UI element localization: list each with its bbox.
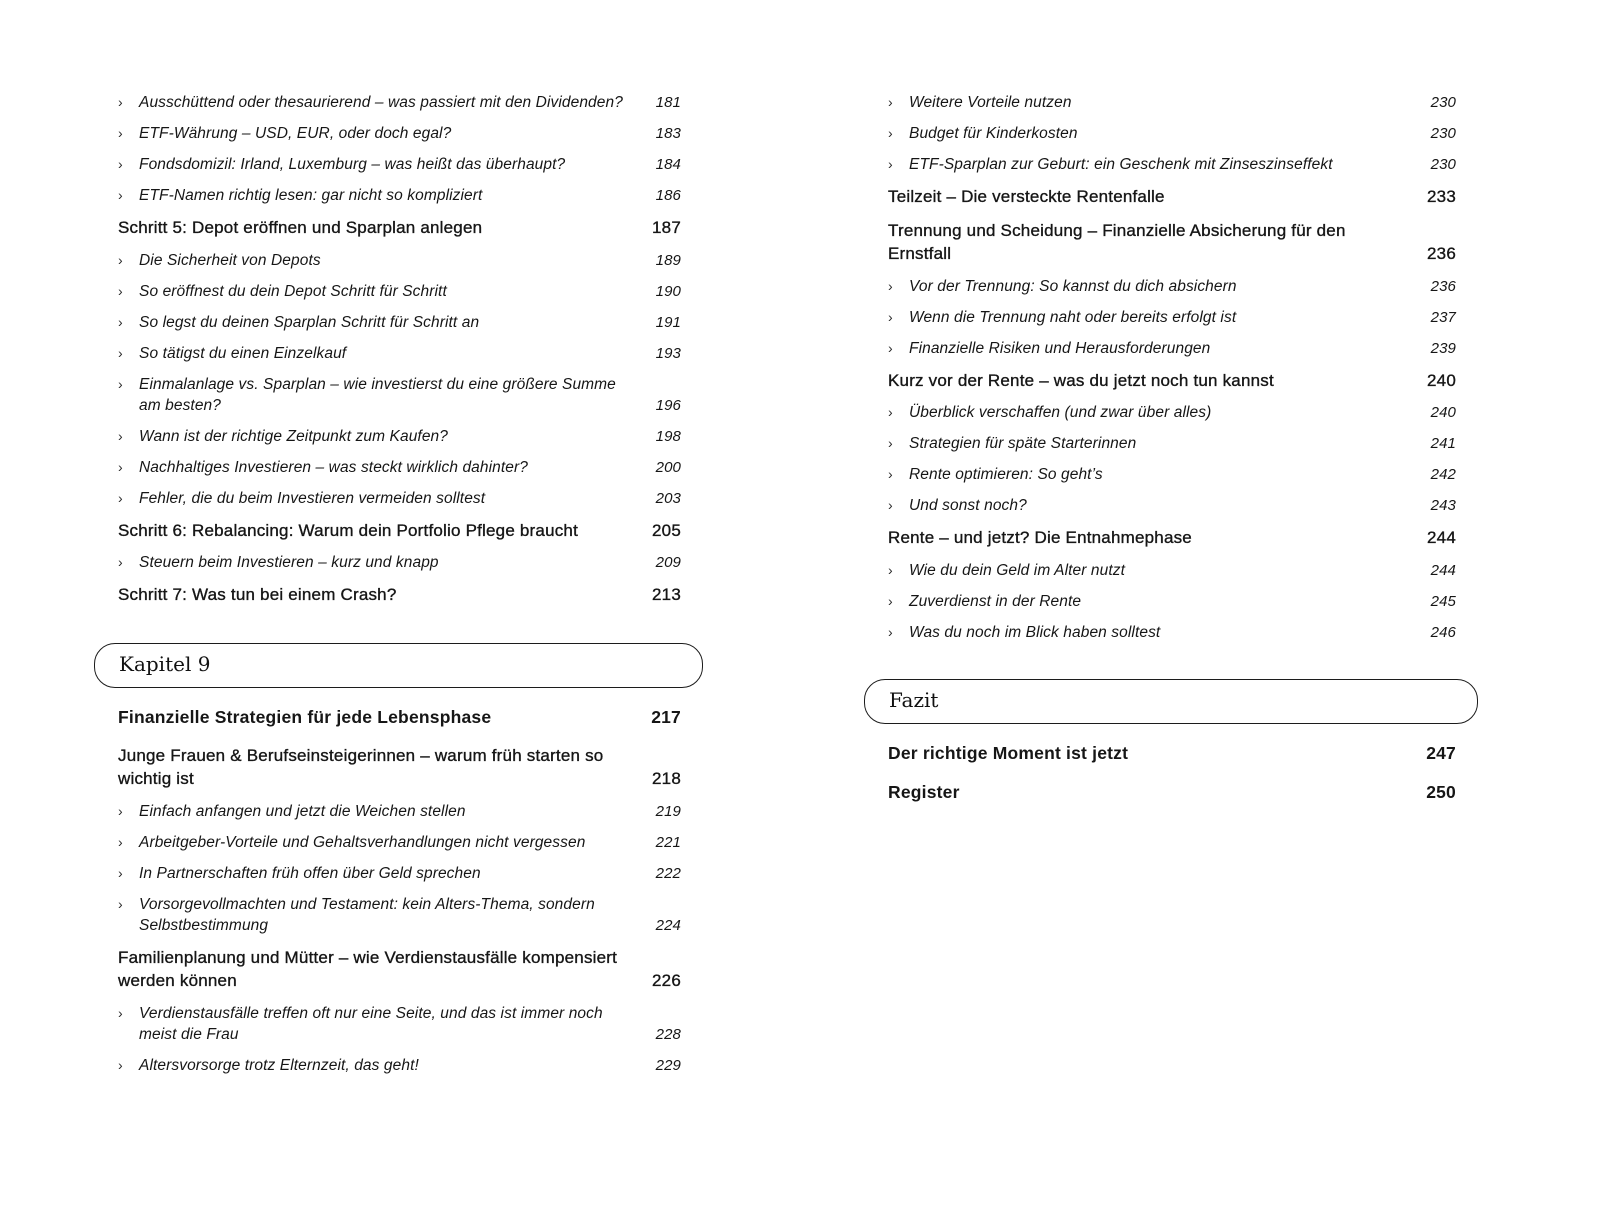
toc-entry-title: Ausschüttend oder thesaurierend – was passiert mit den Dividenden? (139, 94, 623, 111)
toc-entry-title: Wie du dein Geld im Alter nutzt (909, 561, 1126, 579)
toc-entry-title: Arbeitgeber-Vorteile und Gehaltsverhandlungen nicht vergessen (139, 833, 586, 851)
toc-entry-title: Nachhaltiges Investieren – was steckt wirklich dahinter? (139, 458, 528, 476)
toc-sub-entry (118, 552, 681, 573)
chevron-right-icon: › (118, 1056, 123, 1073)
chevron-right-icon: › (888, 277, 893, 294)
chevron-right-icon: › (888, 592, 893, 609)
toc-entry-page-number: 236 (1427, 244, 1456, 263)
toc-entry-title: ETF-Namen richtig lesen: gar nicht so kompliziert (139, 187, 483, 204)
toc-section-heading (118, 583, 681, 607)
chevron-right-icon: › (118, 156, 123, 172)
chevron-right-icon: › (888, 94, 893, 110)
toc-entry-title: Budget für Kinderkosten (909, 125, 1078, 142)
toc-entry-page-number: 213 (652, 585, 681, 604)
toc-entry-title: Altersvorsorge trotz Elternzeit, das geht! (139, 1056, 419, 1074)
toc-sub-entry (888, 464, 1456, 485)
toc-column-left (118, 92, 681, 1086)
toc-entry-page-number: 236 (1430, 277, 1456, 295)
toc-entry-title: Schritt 7: Was tun bei einem Crash? (118, 585, 397, 604)
toc-entry-page-number: 246 (1430, 623, 1456, 641)
chevron-right-icon: › (118, 375, 123, 392)
toc-sub-entry (118, 1003, 681, 1045)
toc-entry-title: So eröffnest du dein Depot Schritt für Schritt (139, 282, 447, 300)
toc-entry-title: Rente – und jetzt? Die Entnahmephase (888, 528, 1192, 547)
chevron-right-icon: › (118, 895, 123, 912)
toc-entry-page-number: 243 (1430, 497, 1456, 514)
toc-entry-page-number: 187 (652, 218, 681, 237)
chevron-right-icon: › (888, 339, 893, 356)
chevron-right-icon: › (118, 427, 123, 444)
toc-entry-title: Schritt 6: Rebalancing: Warum dein Portfolio Pflege braucht (118, 520, 579, 540)
toc-sub-entry (888, 307, 1456, 328)
toc-entry-title: Was du noch im Blick haben solltest (909, 623, 1161, 641)
toc-section-heading (118, 216, 681, 240)
toc-entry-page-number: 237 (1430, 308, 1456, 326)
chevron-right-icon: › (118, 282, 123, 299)
toc-sub-entry (888, 123, 1456, 144)
toc-entry-title: Schritt 5: Depot eröffnen und Sparplan anlegen (118, 218, 483, 237)
toc-sub-entry (118, 185, 681, 206)
toc-entry-page-number: 241 (1430, 435, 1456, 452)
toc-entry-title: Trennung und Scheidung – Finanzielle Absicherung für den Ernstfall (888, 220, 1346, 263)
chapter-box-label: Fazit (889, 687, 939, 712)
toc-sub-entry (118, 488, 681, 509)
chevron-right-icon: › (118, 833, 123, 850)
toc-section-heading (118, 946, 681, 993)
chevron-right-icon: › (118, 1004, 123, 1021)
toc-entry-title: Steuern beim Investieren – kurz und knapp (139, 554, 439, 571)
toc-entry-title: Familienplanung und Mütter – wie Verdienstausfälle kompensiert werden können (118, 947, 618, 990)
toc-sub-entry (888, 495, 1456, 516)
toc-section-heading (888, 219, 1456, 266)
chapter-box (864, 679, 1478, 724)
toc-sub-entry (118, 123, 681, 144)
toc-sub-entry (888, 560, 1456, 581)
toc-sub-entry (118, 374, 681, 416)
toc-sub-entry (888, 622, 1456, 643)
toc-sub-entry (118, 832, 681, 853)
toc-entry-page-number: 230 (1430, 94, 1456, 111)
chevron-right-icon: › (118, 489, 123, 506)
chevron-right-icon: › (888, 435, 893, 451)
toc-entry-title: Überblick verschaffen (und zwar über alles) (909, 404, 1212, 421)
toc-entry-title: Einmalanlage vs. Sparplan – wie investierst du eine größere Summe am besten? (139, 375, 616, 414)
toc-sub-entry (118, 250, 681, 271)
toc-entry-page-number: 218 (652, 769, 681, 788)
toc-chapter-title (888, 741, 1456, 765)
toc-entry-page-number: 233 (1427, 187, 1456, 206)
toc-entry-page-number: 181 (655, 94, 681, 111)
chevron-right-icon: › (118, 554, 123, 570)
toc-entry-page-number: 200 (655, 458, 681, 476)
chevron-right-icon: › (888, 308, 893, 325)
toc-entry-page-number: 219 (655, 802, 681, 820)
toc-entry-page-number: 184 (655, 156, 681, 173)
toc-entry-page-number: 196 (655, 396, 681, 414)
toc-entry-title: Finanzielle Risiken und Herausforderungen (909, 339, 1211, 357)
toc-entry-title: In Partnerschaften früh offen über Geld sprechen (139, 864, 481, 882)
toc-column-right (888, 92, 1456, 819)
toc-section-heading (118, 744, 681, 791)
chevron-right-icon: › (118, 251, 123, 268)
toc-entry-page-number: 244 (1430, 561, 1456, 579)
toc-entry-title: Einfach anfangen und jetzt die Weichen stellen (139, 802, 466, 820)
toc-sub-entry (118, 1055, 681, 1076)
toc-entry-page-number: 239 (1430, 339, 1456, 357)
chevron-right-icon: › (118, 313, 123, 330)
toc-entry-page-number: 222 (655, 864, 681, 882)
toc-entry-page-number: 244 (1427, 528, 1456, 547)
chevron-right-icon: › (888, 156, 893, 172)
toc-entry-title: Fehler, die du beim Investieren vermeiden solltest (139, 489, 486, 507)
toc-entry-page-number: 250 (1426, 781, 1456, 802)
toc-entry-title: Weitere Vorteile nutzen (909, 94, 1072, 111)
chevron-right-icon: › (118, 802, 123, 819)
toc-sub-entry (118, 154, 681, 175)
toc-entry-page-number: 228 (655, 1025, 681, 1043)
chevron-right-icon: › (118, 344, 123, 361)
toc-sub-entry (118, 312, 681, 333)
chevron-right-icon: › (118, 94, 123, 110)
toc-sub-entry (888, 92, 1456, 113)
toc-entry-title: Wann ist der richtige Zeitpunkt zum Kaufen? (139, 427, 449, 445)
toc-entry-title: Junge Frauen & Berufseinsteigerinnen – warum früh starten so wichtig ist (118, 745, 604, 788)
toc-entry-title: Wenn die Trennung naht oder bereits erfolgt ist (909, 308, 1237, 326)
chevron-right-icon: › (888, 497, 893, 513)
chapter-box (94, 643, 703, 688)
toc-entry-page-number: 191 (655, 313, 681, 331)
toc-sub-entry (118, 801, 681, 822)
toc-entry-title: Fondsdomizil: Irland, Luxemburg – was heißt das überhaupt? (139, 156, 566, 173)
toc-entry-page-number: 217 (651, 706, 681, 727)
toc-sub-entry (888, 402, 1456, 423)
toc-section-heading (888, 185, 1456, 209)
chevron-right-icon: › (888, 404, 893, 420)
toc-sub-entry (888, 154, 1456, 175)
toc-entry-title: Vorsorgevollmachten und Testament: kein Alters-Thema, sondern Selbstbestimmung (139, 895, 595, 934)
toc-entry-page-number: 224 (655, 916, 681, 934)
chevron-right-icon: › (118, 458, 123, 475)
toc-sub-entry (888, 338, 1456, 359)
toc-entry-page-number: 226 (652, 971, 681, 990)
chevron-right-icon: › (118, 864, 123, 881)
toc-entry-title: Register (888, 781, 960, 802)
toc-entry-title: Verdienstausfälle treffen oft nur eine Seite, und das ist immer noch meist die Frau (139, 1004, 603, 1043)
chevron-right-icon: › (888, 125, 893, 141)
toc-entry-page-number: 242 (1430, 466, 1456, 483)
toc-entry-page-number: 189 (655, 251, 681, 269)
toc-entry-page-number: 230 (1430, 156, 1456, 173)
toc-entry-title: So tätigst du einen Einzelkauf (139, 344, 347, 362)
toc-entry-page-number: 229 (655, 1056, 681, 1074)
toc-sub-entry (118, 343, 681, 364)
toc-sub-entry (888, 276, 1456, 297)
toc-entry-title: Der richtige Moment ist jetzt (888, 742, 1129, 763)
toc-sub-entry (888, 591, 1456, 612)
chapter-box-label: Kapitel 9 (119, 651, 211, 676)
toc-entry-title: Strategien für späte Starterinnen (909, 435, 1137, 452)
toc-entry-title: Die Sicherheit von Depots (139, 251, 321, 269)
toc-entry-page-number: 190 (655, 282, 681, 300)
chevron-right-icon: › (888, 561, 893, 578)
toc-entry-page-number: 240 (1430, 404, 1456, 421)
toc-entry-title: Teilzeit – Die versteckte Rentenfalle (888, 187, 1165, 206)
toc-entry-page-number: 230 (1430, 125, 1456, 142)
toc-sub-entry (118, 426, 681, 447)
toc-entry-page-number: 209 (655, 554, 681, 571)
toc-entry-title: Finanzielle Strategien für jede Lebensphase (118, 706, 492, 727)
toc-sub-entry (118, 457, 681, 478)
chevron-right-icon: › (118, 125, 123, 141)
toc-section-heading (888, 526, 1456, 550)
toc-entry-page-number: 203 (655, 489, 681, 507)
toc-entry-title: Und sonst noch? (909, 497, 1027, 514)
toc-sub-entry (118, 281, 681, 302)
toc-chapter-title (118, 705, 681, 729)
toc-chapter-title (888, 780, 1456, 804)
toc-entry-page-number: 186 (655, 187, 681, 204)
toc-entry-page-number: 247 (1426, 742, 1456, 763)
toc-entry-title: ETF-Sparplan zur Geburt: ein Geschenk mit Zinseszinseffekt (909, 156, 1333, 173)
toc-section-heading (118, 519, 681, 543)
toc-sub-entry (118, 894, 681, 936)
toc-entry-page-number: 245 (1430, 592, 1456, 610)
toc-entry-page-number: 183 (655, 125, 681, 142)
toc-entry-title: Vor der Trennung: So kannst du dich absichern (909, 277, 1237, 295)
toc-entry-title: Rente optimieren: So geht’s (909, 466, 1103, 483)
toc-entry-page-number: 205 (652, 520, 681, 540)
toc-entry-page-number: 221 (655, 833, 681, 851)
toc-sub-entry (888, 433, 1456, 454)
toc-sub-entry (118, 92, 681, 113)
toc-entry-title: ETF-Währung – USD, EUR, oder doch egal? (139, 125, 452, 142)
toc-entry-title: So legst du deinen Sparplan Schritt für Schritt an (139, 313, 480, 331)
chevron-right-icon: › (888, 623, 893, 640)
toc-entry-title: Zuverdienst in der Rente (909, 592, 1082, 610)
chevron-right-icon: › (888, 466, 893, 482)
toc-section-heading (888, 369, 1456, 393)
toc-entry-page-number: 198 (655, 427, 681, 445)
toc-sub-entry (118, 863, 681, 884)
toc-entry-title: Kurz vor der Rente – was du jetzt noch tun kannst (888, 370, 1274, 390)
chevron-right-icon: › (118, 187, 123, 203)
toc-entry-page-number: 193 (655, 344, 681, 362)
toc-entry-page-number: 240 (1427, 370, 1456, 390)
